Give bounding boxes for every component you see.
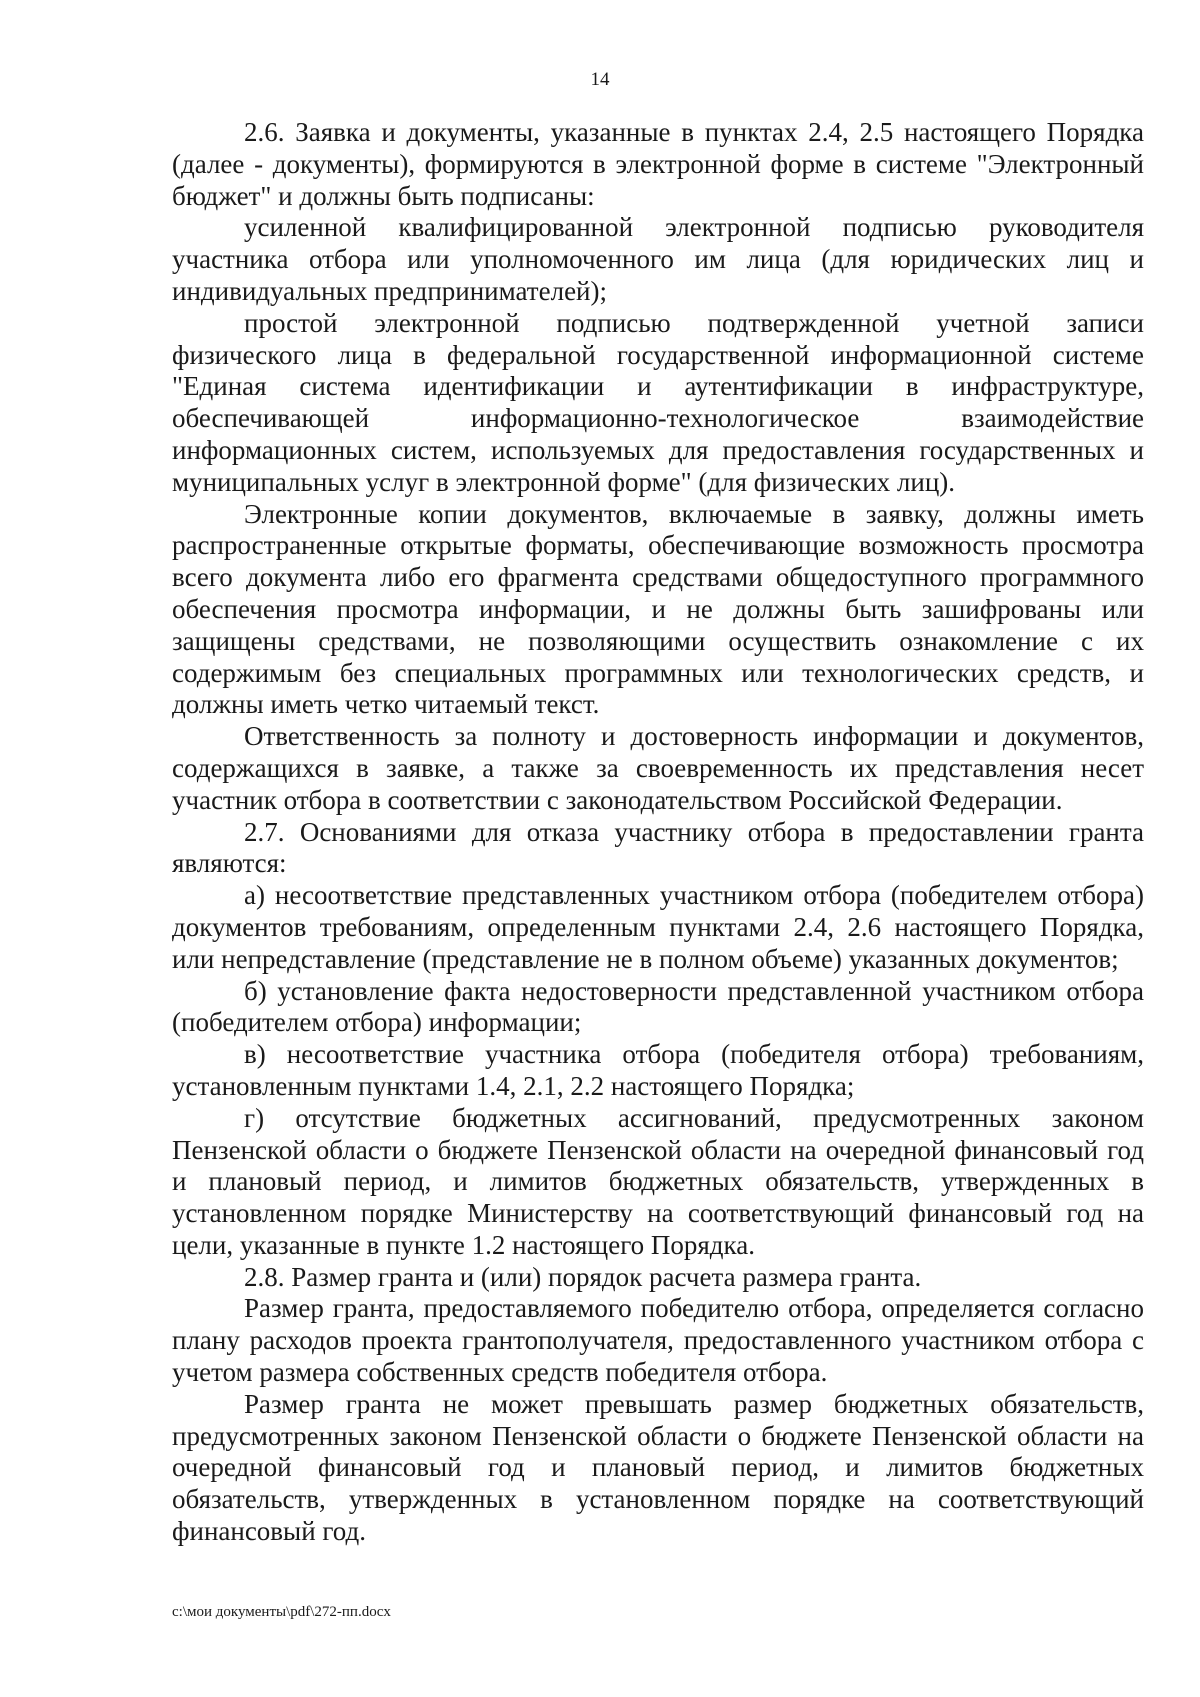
paragraph-simple-signature: простой электронной подписью подтвержденной учетной записи физического лица в федеральной государственной информационной системе "Единая система идентификации и аутентификации в инфраструктуре, обеспечивающей информационно-технологическое взаимодействие информационных систем, используемых для предоставления государственных и муниципальных услуг в электронной форме" (для физических лиц).	[172, 307, 1144, 497]
paragraph-reason-g: г) отсутствие бюджетных ассигнований, предусмотренных законом Пензенской области о бюджете Пензенской области на очередной финансовый год и плановый период, и лимитов бюджетных обязательств, утвержденных в установленном порядке Министерству на соответствующий финансовый год на цели, указанные в пункте 1.2 настоящего Порядка.	[172, 1102, 1144, 1260]
paragraph-responsibility: Ответственность за полноту и достоверность информации и документов, содержащихся в заявке, а также за своевременность их представления несет участник отбора в соответствии с законодательством Российской Федерации.	[172, 721, 1144, 815]
paragraph-reason-v: в) несоответствие участника отбора (победителя отбора) требованиям, установленным пунктами 1.4, 2.1, 2.2 настоящего Порядка;	[172, 1039, 1144, 1101]
page-number: 14	[590, 69, 610, 90]
paragraph-qualified-signature: усиленной квалифицированной электронной подписью руководителя участника отбора или уполномоченного им лица (для юридических лиц и индивидуальных предпринимателей);	[172, 212, 1144, 306]
paragraph-grant-size: Размер гранта, предоставляемого победителю отбора, определяется согласно плану расходов проекта грантополучателя, предоставленного участником отбора с учетом размера собственных средств победителя отбора.	[172, 1293, 1144, 1388]
paragraph-electronic-copies: Электронные копии документов, включаемые в заявку, должны иметь распространенные открытые форматы, обеспечивающие возможность просмотра всего документа либо его фрагмента средствами общедоступного программного обеспечения просмотра информации, и не должны быть зашифрованы или защищены средствами, не позволяющими осуществить ознакомление с их содержимым без специальных программных или технологических средств, и должны иметь четко читаемый текст.	[172, 498, 1144, 720]
footer-file-path: c:\мои документы\pdf\272-пп.docx	[172, 1604, 391, 1620]
paragraph-2-8: 2.8. Размер гранта и (или) порядок расчета размера гранта.	[244, 1261, 922, 1292]
paragraph-reason-a: а) несоответствие представленных участником отбора (победителем отбора) документов требованиям, определенным пунктами 2.4, 2.6 настоящего Порядка, или непредставление (представление не в полном объеме) указанных документов;	[172, 880, 1144, 974]
paragraph-2-6: 2.6. Заявка и документы, указанные в пунктах 2.4, 2.5 настоящего Порядка (далее - документы), формируются в электронной форме в системе "Электронный бюджет" и должны быть подписаны:	[172, 117, 1144, 211]
paragraph-2-7: 2.7. Основаниями для отказа участнику отбора в предоставлении гранта являются:	[172, 816, 1144, 879]
document-body	[172, 117, 1144, 1548]
paragraph-grant-limit: Размер гранта не может превышать размер бюджетных обязательств, предусмотренных законом Пензенской области о бюджете Пензенской области на очередной финансовый год и плановый период, и лимитов бюджетных обязательств, утвержденных в установленном порядке на соответствующий финансовый год.	[172, 1388, 1144, 1547]
paragraph-reason-b: б) установление факта недостоверности представленной участником отбора (победителем отбора) информации;	[172, 975, 1144, 1038]
